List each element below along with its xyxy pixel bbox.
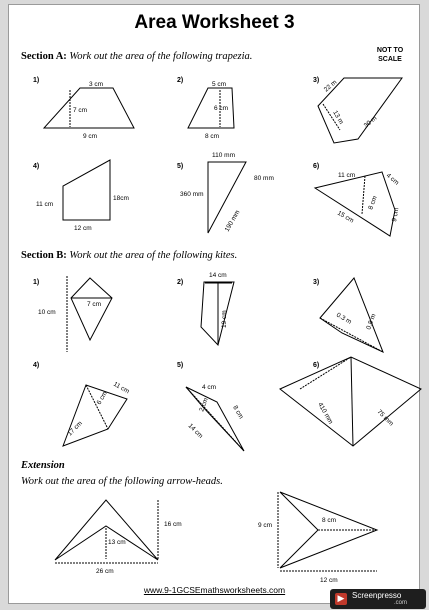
label-ext2-width: 12 cm [320, 577, 338, 584]
question-a3: 3) [313, 77, 320, 84]
label-ext2-height: 9 cm [258, 522, 273, 529]
label-b2-width: 14 cm [209, 272, 227, 279]
height-line-6 [362, 176, 365, 214]
kite-6 [280, 357, 421, 446]
label-a6-top: 11 cm [338, 172, 356, 179]
question-a6: 6) [313, 163, 320, 170]
label-a5-right: 80 mm [254, 175, 274, 182]
footer-link[interactable]: www.9-1GCSEmathsworksheets.com [143, 585, 286, 595]
question-b3: 3) [313, 279, 320, 286]
question-b4: 4) [33, 362, 40, 369]
label-a6-side: 9 cm [391, 207, 401, 223]
label-ext1-height: 16 cm [164, 521, 182, 528]
label-ext1-inner: 13 cm [108, 539, 126, 546]
label-a4-base: 12 cm [74, 225, 92, 232]
label-b4-short: 6 cm [95, 390, 109, 406]
label-a1-base: 9 cm [83, 133, 98, 140]
label-b4-long: 17 cm [66, 419, 84, 438]
label-b3-long: 0.8 m [365, 313, 378, 331]
label-a5-top: 110 mm [212, 152, 235, 159]
question-a5: 5) [177, 163, 184, 170]
kite-6-inner-left [300, 357, 351, 389]
label-b6-left: 410 mm [316, 401, 335, 426]
label-b5-top: 4 cm [202, 384, 217, 391]
label-b5-long: 14 cm [186, 422, 205, 440]
label-a3-base: 30 m [362, 114, 379, 130]
label-a6-base: 15 cm [336, 209, 355, 225]
question-a1: 1) [33, 77, 40, 84]
trapezium-1 [44, 88, 134, 128]
question-b2: 2) [177, 279, 184, 286]
label-a3-side: 22 m [322, 78, 339, 94]
not-to-scale-note: NOT TO SCALE [376, 47, 404, 63]
label-b5-short: 2 cm [198, 397, 210, 413]
kite-4 [63, 385, 127, 446]
section-a-heading: Section A: Work out the area of the following trapezia. [21, 51, 253, 62]
label-b3-short: 0.3 m [335, 311, 353, 326]
label-b4-width: 11 cm [112, 380, 131, 396]
label-a2-height: 6 cm [214, 105, 229, 112]
page-title: Area Worksheet 3 [134, 12, 295, 33]
kite-5-diagonal [186, 387, 244, 451]
label-a2-base: 8 cm [205, 133, 220, 140]
trapezium-6 [315, 172, 395, 236]
badge-name: Screenpresso [352, 591, 402, 600]
label-a5-left: 360 mm [180, 191, 204, 198]
question-b5: 5) [177, 362, 184, 369]
label-a1-top: 3 cm [89, 81, 104, 88]
kite-6-diagonal [351, 357, 353, 446]
extension-heading: Extension [21, 460, 65, 471]
label-a4-right: 18cm [113, 195, 129, 202]
label-a6-short: 4 cm [384, 172, 401, 187]
question-a4: 4) [33, 163, 40, 170]
trapezium-4 [63, 160, 110, 220]
label-ext2-inner: 8 cm [322, 517, 337, 524]
badge-sub: .com [394, 600, 408, 606]
label-b1-width: 7 cm [87, 301, 102, 308]
label-a6-height: 8 cm [367, 195, 379, 211]
label-a4-left: 11 cm [36, 201, 54, 208]
screenpresso-icon: ▶ [335, 593, 347, 605]
question-a2: 2) [177, 77, 184, 84]
label-b1-height: 10 cm [38, 309, 56, 316]
extension-instruction: Work out the area of the following arrow-heads. [21, 476, 223, 487]
label-b6-right: 75 mm [375, 408, 395, 428]
section-b-heading: Section B: Work out the area of the following kites. [21, 250, 238, 261]
label-a5-slant: 190 mm [223, 209, 242, 233]
label-a2-top: 5 cm [212, 81, 227, 88]
question-b6: 6) [313, 362, 320, 369]
label-b5-side: 8 cm [231, 404, 245, 421]
kite-1 [71, 278, 112, 340]
screenpresso-badge [330, 589, 426, 609]
label-a1-height: 7 cm [73, 107, 88, 114]
label-a3-height: 13 m [331, 109, 345, 126]
question-b1: 1) [33, 279, 40, 286]
label-b2-height: 19 cm [221, 310, 228, 328]
label-ext1-width: 26 cm [96, 568, 114, 575]
